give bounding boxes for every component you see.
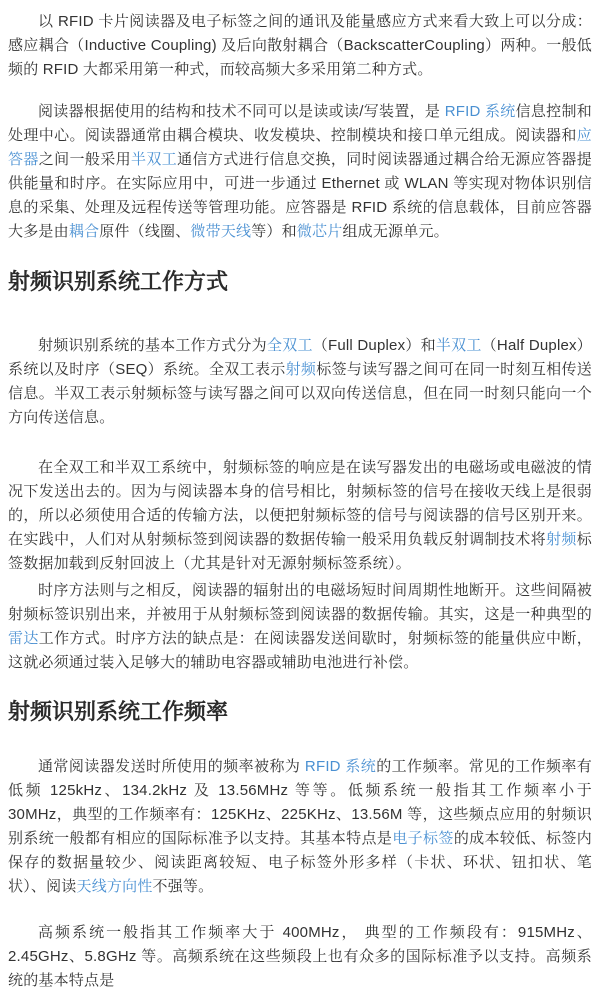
text-run: 时序方法则与之相反，阅读器的辐射出的电磁场短时间周期性地断开。这些间隔被射频标签识别出来，并被用于从射频标签到阅读器的数据传输。其实，这是一种典型的 <box>8 582 592 623</box>
text-run: 射频识别系统工作频率 <box>8 699 229 724</box>
paragraph <box>8 456 592 576</box>
text-run: 通常阅读器发送时所使用的频率被称为 <box>38 758 305 775</box>
inline-link[interactable]: RFID 系统 <box>304 758 377 775</box>
inline-link[interactable]: 半双工 <box>130 151 178 168</box>
text-run: （Half Duplex）系统以及时序（SEQ）系统。全双工表示 <box>8 337 592 378</box>
text-run: 在全双工和半双工系统中，射频标签的响应是在读写器发出的电磁场或电磁波的情况下发送出去的。因为与阅读器本身的信号相比，射频标签的信号在接收天线上是很弱的，所以必须使用合适的传输方法，以便把射频标签的信号与阅读器的信号区别开来。在实践中，人们对从射频标签到阅读器的数据传输一般采用负载反射调制技术将 <box>8 459 592 548</box>
text-run: 工作方式。时序方法的缺点是：在阅读器发送间歇时，射频标签的能量供应中断，这就必须通过装入足够大的辅助电容器或辅助电池进行补偿。 <box>8 630 592 671</box>
inline-link[interactable]: 微带天线 <box>190 223 252 240</box>
text-run: 信息控制和处理中心。阅读器通常由耦合模块、收发模块、控制模块和接口单元组成。阅读器和 <box>8 103 592 144</box>
inline-link[interactable]: 射频 <box>546 531 577 548</box>
text-run: 射频识别系统的基本工作方式分为 <box>38 337 267 354</box>
text-run: （Full Duplex）和 <box>312 337 436 354</box>
document-page <box>0 10 600 989</box>
text-run: 通信方式进行信息交换，同时阅读器通过耦合给无源应答器提供能量和时序。在实际应用中，可进一步通过 Ethernet 或 WLAN 等实现对物体识别信息的采集、处理及远程传送等管理功能。应答器是 RFID 系统的信息载体，目前应答器大多是由 <box>8 151 592 240</box>
text-run: 以 RFID 卡片阅读器及电子标签之间的通讯及能量感应方式来看大致上可以分成：感应耦合（Inductive Coupling) 及后向散射耦合（BackscatterCoupling）两种。一般低频的 RFID 大都采用第一种式，而较高频大多采用第二种方式。 <box>8 13 592 78</box>
text-run: 射频识别系统工作方式 <box>8 269 229 294</box>
paragraph <box>8 579 592 675</box>
text-run: 阅读器根据使用的结构和技术不同可以是读或读/写装置，是 <box>38 103 445 120</box>
section-heading <box>8 697 592 727</box>
section-heading <box>8 267 592 297</box>
inline-link[interactable]: 电子标签 <box>392 830 454 847</box>
inline-link[interactable]: RFID 系统 <box>444 103 516 120</box>
inline-link[interactable]: 半双工 <box>435 337 482 354</box>
paragraph <box>8 755 592 899</box>
text-run: 的工作频率。常见的工作频率有低频 125kHz、134.2kHz 及 13.56MHz 等等。低频系统一般指其工作频率小于 30MHz，典型的工作频率有：125KHz、225KHz、13.56M 等，这些频点应用的射频识别系统一般都有相应的国际标准予以支持。其基本特点是 <box>8 758 592 847</box>
text-run: 组成无源单元。 <box>342 223 449 240</box>
paragraph <box>8 10 592 82</box>
inline-link[interactable]: 雷达 <box>8 630 39 647</box>
paragraph <box>8 100 592 244</box>
paragraph <box>8 921 592 993</box>
inline-link[interactable]: 射频 <box>285 361 317 378</box>
inline-link[interactable]: 耦合 <box>68 223 100 240</box>
article-body <box>0 10 600 993</box>
inline-link[interactable]: 全双工 <box>266 337 313 354</box>
text-run: 标签与读写器之间可在同一时刻互相传送信息。半双工表示射频标签与读写器之间可以双向传送信息，但在同一时刻只能向一个方向传送信息。 <box>8 361 592 426</box>
text-run: 等）和 <box>251 223 297 240</box>
text-run: 的成本较低、标签内保存的数据量较少、阅读距离较短、电子标签外形多样（卡状、环状、钮扣状、笔状）、阅读 <box>8 830 592 895</box>
text-run: 高频系统一般指其工作频率大于 400MHz， 典型的工作频段有：915MHz、2.45GHz、5.8GHz 等。高频系统在这些频段上也有众多的国际标准予以支持。高频系统的基本特点是 <box>8 924 592 989</box>
text-run: 标签数据加载到反射回波上（尤其是针对无源射频标签系统）。 <box>8 531 592 572</box>
text-run: 不强等。 <box>152 878 214 895</box>
paragraph <box>8 334 592 430</box>
inline-link[interactable]: 微芯片 <box>296 223 343 240</box>
text-run: 之间一般采用 <box>38 151 131 168</box>
text-run: 原件（线圈、 <box>99 223 191 240</box>
inline-link[interactable]: 天线方向性 <box>76 878 153 895</box>
inline-link[interactable]: 应答器 <box>8 127 592 168</box>
